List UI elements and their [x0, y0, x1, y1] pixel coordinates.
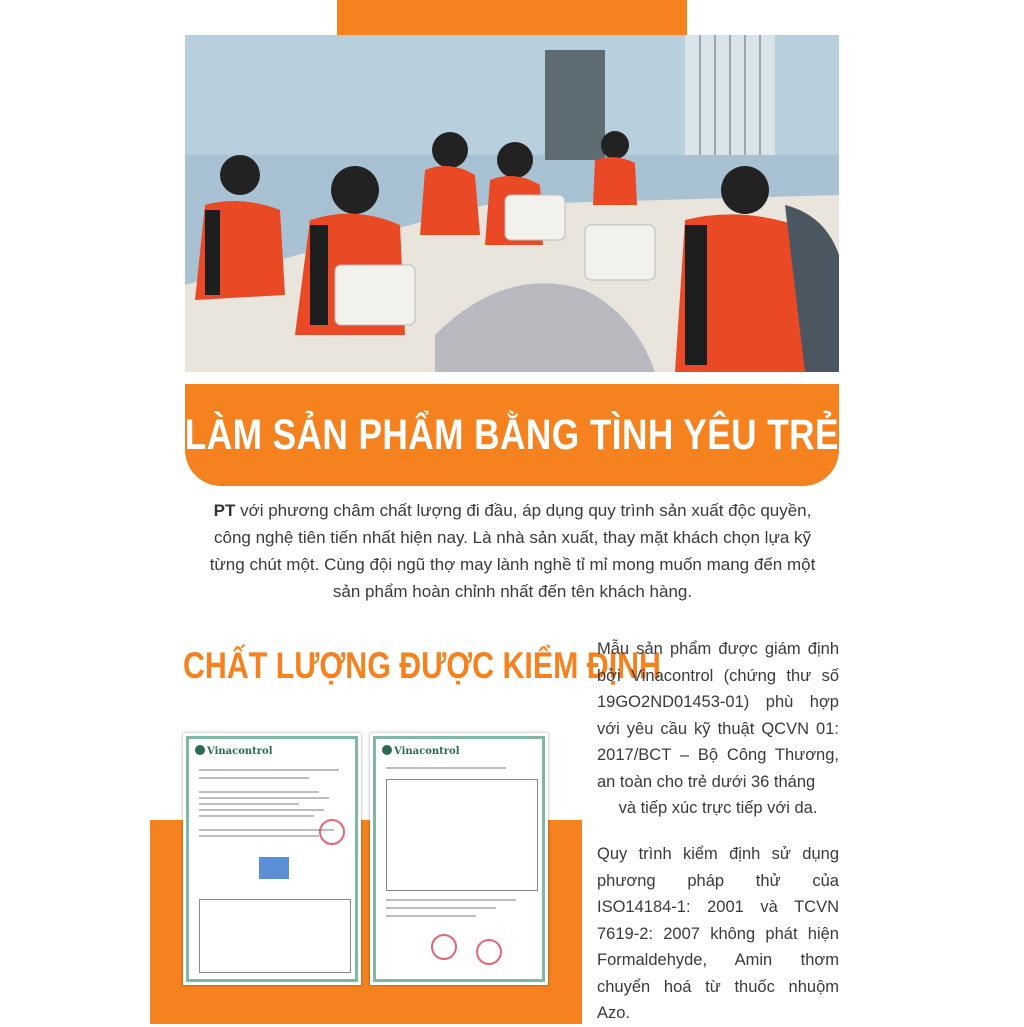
testing-text: Quy trình kiểm định sử dụng phương pháp thử của ISO14184-1: 2001 và TCVN 7619-2: 2007 không phát hiện Formaldehyde, Amin thơm chuyển hoá từ thuốc nhuộm Azo.: [597, 845, 839, 1022]
certificate-logo: Vinacontrol: [394, 746, 460, 757]
intro-paragraph: [200, 497, 825, 605]
certification-text: Mẫu sản phẩm được giám định bởi Vinacontrol (chứng thư số 19GO2ND01453-01) phù hợp với yêu cầu kỹ thuật QCVN 01: 2017/BCT – Bộ Công Thương, an toàn cho trẻ dưới 36 tháng: [597, 640, 839, 791]
top-accent-tab: [337, 0, 687, 35]
red-stamp: [319, 819, 345, 845]
results-table: [386, 779, 538, 891]
intro-text: với phương châm chất lượng đi đầu, áp dụng quy trình sản xuất độc quyền, công nghệ tiên tiến nhất hiện nay. Là nhà sản xuất, thay mặt khách chọn lựa kỹ từng chút một. Cùng đội ngũ thợ may lành nghề tỉ mỉ mong muốn mang đến một sản phẩm hoàn chỉnh nhất đến tên khách hàng.: [209, 501, 816, 601]
product-thumbnail: [259, 857, 289, 879]
certification-paragraph: [597, 636, 839, 822]
testing-paragraph: [597, 841, 839, 1027]
red-stamp: [431, 934, 457, 960]
certificate-page-1: [183, 733, 361, 985]
headline-title: LÀM SẢN PHẨM BẰNG TÌNH YÊU TRẺ: [184, 410, 840, 459]
results-table: [199, 899, 351, 973]
vinacontrol-logo-icon: [382, 745, 392, 755]
certificate-logo: Vinacontrol: [207, 746, 273, 757]
factory-photo: [185, 35, 839, 372]
certificate-page-2: [370, 733, 548, 985]
headline-banner: [185, 384, 839, 486]
red-stamp: [476, 939, 502, 965]
brand-name: PT: [213, 501, 236, 520]
certification-text-end: và tiếp xúc trực tiếp với da.: [618, 799, 818, 817]
quality-section-title: CHẤT LƯỢNG ĐƯỢC KIỂM ĐỊNH: [183, 645, 661, 686]
vinacontrol-logo-icon: [195, 745, 205, 755]
sewing-workshop-image: [185, 35, 839, 372]
